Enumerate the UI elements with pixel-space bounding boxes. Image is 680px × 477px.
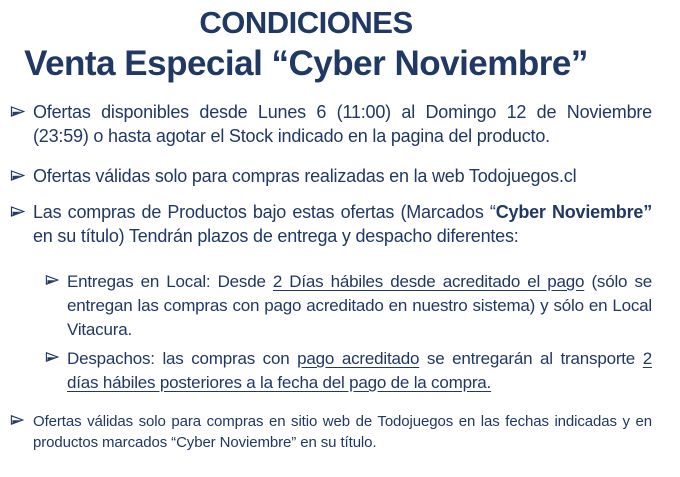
bullet-text-segment: (sólo se entregan las compras con pago acreditado en nuestro sistema) y sólo en Local Vitacura. <box>67 272 652 339</box>
slide-header <box>0 0 612 86</box>
bullet-text <box>33 100 652 148</box>
arrow-bullet-icon <box>10 205 25 218</box>
arrow-bullet-icon <box>45 351 59 363</box>
arrow-bullet-icon <box>10 105 25 118</box>
underlined-delivery-terms: 2 Días hábiles desde acreditado el pago <box>272 272 585 291</box>
conditions-list <box>0 100 680 453</box>
cyber-noviembre-bold: Cyber Noviembre” <box>495 202 652 222</box>
bullet-text <box>67 270 652 342</box>
bullet-text-segment: Las compras de Productos bajo estas ofertas (Marcados “ <box>33 202 496 222</box>
bullet-text-segment: en su título) Tendrán plazos de entrega y despacho diferentes: <box>33 226 519 246</box>
bullet-text-segment: Ofertas disponibles desde Lunes 6 (11:00) al Domingo 12 de Noviembre (23:59) o hasta agotar el Stock indicado en la pagina del producto. <box>33 102 652 146</box>
bullet-offer-dates <box>10 100 652 148</box>
sub-bullet-local-pickup <box>45 270 652 342</box>
arrow-bullet-icon <box>45 274 59 286</box>
bullet-valid-web <box>10 164 652 188</box>
arrow-bullet-icon <box>10 414 25 426</box>
bullet-text-segment: Ofertas válidas solo para compras en sitio web de Todojuegos en las fechas indicadas y en productos marcados “Cyber Noviembre” en su título. <box>33 413 652 451</box>
bullet-text <box>33 164 652 188</box>
page-subtitle: Venta Especial “Cyber Noviembre” <box>24 44 588 83</box>
bullet-text <box>33 411 652 453</box>
bullet-text-segment: Entregas en Local: Desde <box>67 272 273 291</box>
bullet-footnote <box>10 411 652 453</box>
underlined-shipping-terms: 2 días hábiles posteriores a la fecha del pago de la compra. <box>67 349 652 392</box>
bullet-text-segment: se entregarán al transporte <box>419 349 643 368</box>
page-title: CONDICIONES <box>199 5 413 40</box>
bullet-text <box>33 200 652 248</box>
bullet-text-segment: Despachos: las compras con <box>67 349 298 368</box>
underlined-payment: pago acreditado <box>297 349 420 368</box>
arrow-bullet-icon <box>10 169 25 182</box>
bullet-text-segment: Ofertas válidas solo para compras realizadas en la web Todojuegos.cl <box>33 166 577 186</box>
bullet-text <box>67 347 652 395</box>
sub-bullet-shipping <box>45 347 652 395</box>
bullet-marked-products <box>10 200 652 248</box>
